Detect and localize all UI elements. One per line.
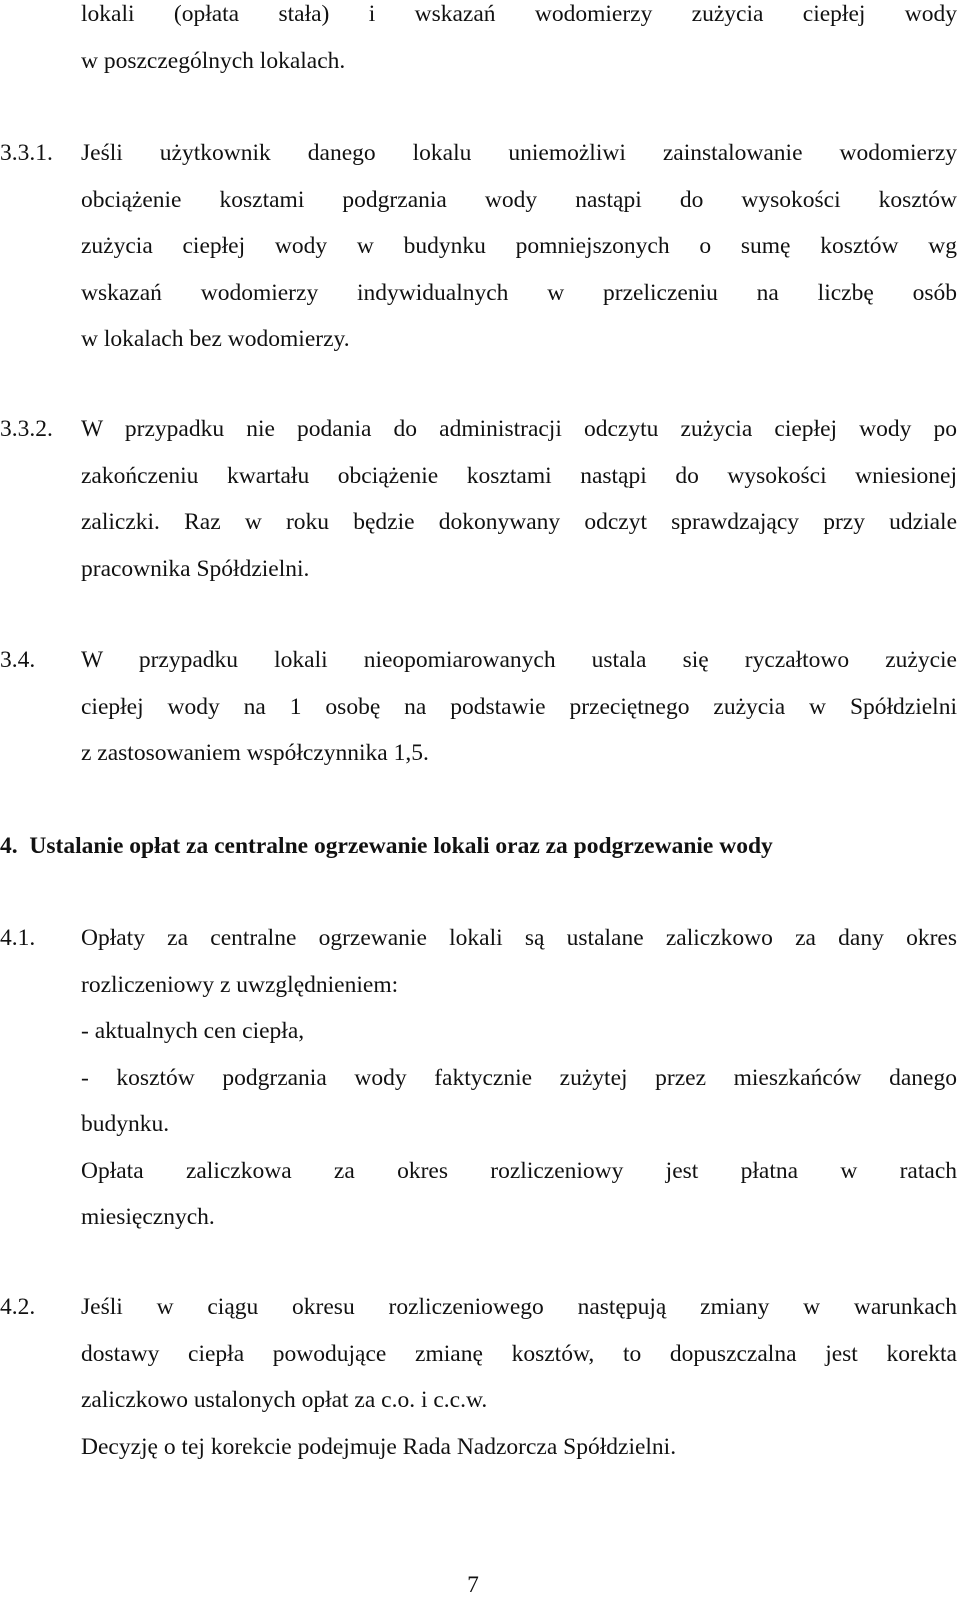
paragraph-line: lokali (opłata stała) i wskazań wodomierzy zużycia ciepłej wody: [81, 1, 957, 27]
paragraph-3-4: [0, 637, 957, 782]
paragraph-body: [81, 1284, 957, 1470]
paragraph-line: - aktualnych cen ciepła,: [81, 1018, 305, 1044]
paragraph-number: 3.3.1.: [0, 140, 53, 166]
paragraph-3-3-2: [0, 406, 957, 596]
paragraph-line: Jeśli w ciągu okresu rozliczeniowego następują zmiany w warunkach: [81, 1294, 957, 1320]
paragraph-line: Decyzję o tej korekcie podejmuje Rada Nadzorcza Spółdzielni.: [81, 1433, 677, 1460]
paragraph-4-1: [0, 915, 957, 1245]
paragraph-line: zaliczki. Raz w roku będzie dokonywany odczyt sprawdzający przy udziale: [81, 509, 957, 535]
paragraph-line: W przypadku lokali nieopomiarowanych ustala się ryczałtowo zużycie: [81, 647, 957, 673]
paragraph-line: budynku.: [81, 1111, 170, 1137]
paragraph-number: 4.1.: [0, 925, 36, 951]
paragraph-line: pracownika Spółdzielni.: [81, 555, 310, 582]
paragraph-line: dostawy ciepła powodujące zmianę kosztów, to dopuszczalna jest korekta: [81, 1340, 957, 1367]
paragraph-line: w poszczególnych lokalach.: [81, 47, 346, 74]
paragraph-body: [81, 915, 957, 1241]
paragraph-number: 4.2.: [0, 1294, 36, 1320]
paragraph-number: 3.4.: [0, 647, 36, 673]
paragraph-4-2: [0, 1284, 957, 1474]
paragraph-line: obciążenie kosztami podgrzania wody nastąpi do wysokości kosztów: [81, 186, 957, 213]
paragraph-line: zużycia ciepłej wody w budynku pomniejszonych o sumę kosztów wg: [81, 233, 957, 259]
top-paragraph-body: [81, 0, 957, 84]
paragraph-body: [81, 130, 957, 363]
paragraph-line: w lokalach bez wodomierzy.: [81, 326, 350, 352]
paragraph-line: miesięcznych.: [81, 1204, 215, 1230]
paragraph-3-3-1: [0, 130, 957, 370]
paragraph-body: [81, 637, 957, 777]
section-heading: 4. Ustalanie opłat za centralne ogrzewanie lokali oraz za podgrzewanie wody: [0, 833, 773, 859]
paragraph-line: Opłata zaliczkowa za okres rozliczeniowy jest płatna w ratach: [81, 1157, 957, 1184]
paragraph-line: wskazań wodomierzy indywidualnych w przeliczeniu na liczbę osób: [81, 279, 957, 306]
paragraph-line: W przypadku nie podania do administracji odczytu zużycia ciepłej wody po: [81, 416, 957, 442]
paragraph-line: ciepłej wody na 1 osobę na podstawie przeciętnego zużycia w Spółdzielni: [81, 693, 957, 720]
page-number: 7: [467, 1572, 479, 1598]
paragraph-line: z zastosowaniem współczynnika 1,5.: [81, 740, 429, 766]
paragraph-line: - kosztów podgrzania wody faktycznie zużytej przez mieszkańców danego: [81, 1064, 957, 1091]
paragraph-line: rozliczeniowy z uwzględnieniem:: [81, 971, 399, 998]
paragraph-number: 3.3.2.: [0, 416, 53, 442]
paragraph-line: Opłaty za centralne ogrzewanie lokali są ustalane zaliczkowo za dany okres: [81, 925, 957, 951]
paragraph-line: zaliczkowo ustalonych opłat za c.o. i c.c.w.: [81, 1387, 488, 1413]
paragraph-line: Jeśli użytkownik danego lokalu uniemożliwi zainstalowanie wodomierzy: [81, 140, 957, 166]
paragraph-body: [81, 406, 957, 592]
paragraph-line: zakończeniu kwartału obciążenie kosztami nastąpi do wysokości wniesionej: [81, 462, 957, 489]
